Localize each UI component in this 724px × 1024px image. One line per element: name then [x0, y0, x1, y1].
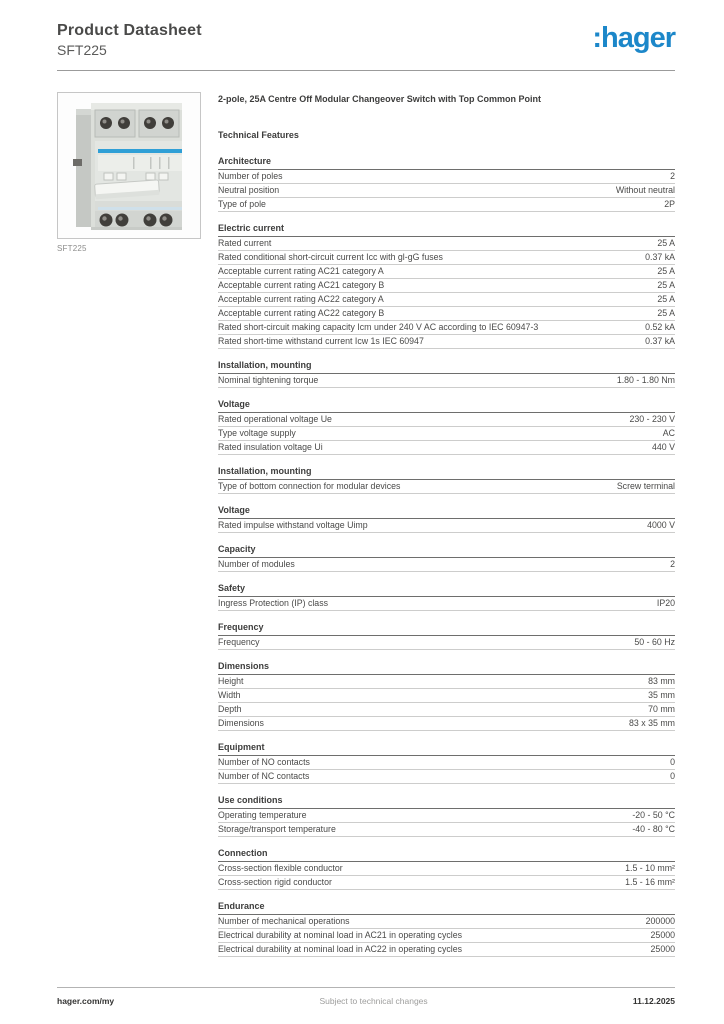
spec-value: 25000 [650, 929, 675, 940]
spec-value: 0 [670, 770, 675, 781]
spec-row [218, 519, 675, 533]
spec-section [218, 399, 675, 455]
spec-section [218, 795, 675, 837]
spec-value: -40 - 80 °C [632, 823, 675, 834]
spec-row [218, 558, 675, 572]
spec-row [218, 915, 675, 929]
spec-value: 25 A [657, 293, 675, 304]
section-title: Capacity [218, 544, 675, 558]
spec-value: -20 - 50 °C [632, 809, 675, 820]
spec-section [218, 360, 675, 388]
spec-row [218, 279, 675, 293]
spec-label: Rated impulse withstand voltage Uimp [218, 520, 368, 530]
product-image [57, 92, 201, 239]
spec-value: 440 V [652, 441, 675, 452]
spec-label: Dimensions [218, 718, 264, 728]
spec-label: Number of modules [218, 559, 295, 569]
spec-value: 230 - 230 V [629, 413, 675, 424]
spec-row [218, 293, 675, 307]
spec-row [218, 876, 675, 890]
spec-row [218, 756, 675, 770]
spec-label: Number of mechanical operations [218, 916, 350, 926]
product-photo-column [57, 92, 201, 253]
spec-row [218, 703, 675, 717]
header [57, 22, 675, 58]
spec-section [218, 622, 675, 650]
section-title: Frequency [218, 622, 675, 636]
spec-label: Neutral position [218, 185, 280, 195]
spec-value: 1.80 - 1.80 Nm [616, 374, 675, 385]
spec-row [218, 597, 675, 611]
footer-date: 11.12.2025 [632, 996, 675, 1006]
spec-label: Ingress Protection (IP) class [218, 598, 328, 608]
section-title: Voltage [218, 505, 675, 519]
spec-value: 25 A [657, 265, 675, 276]
spec-value: 50 - 60 Hz [634, 636, 675, 647]
spec-label: Rated short-circuit making capacity Icm under 240 V AC according to IEC 60947-3 [218, 322, 539, 332]
spec-row [218, 809, 675, 823]
spec-row [218, 427, 675, 441]
spec-section [218, 223, 675, 349]
section-title: Safety [218, 583, 675, 597]
spec-row [218, 689, 675, 703]
spec-value: 70 mm [648, 703, 675, 714]
spec-value: Screw terminal [616, 480, 675, 491]
spec-label: Nominal tightening torque [218, 375, 319, 385]
spec-value: 4000 V [647, 519, 675, 530]
spec-value: 25 A [657, 279, 675, 290]
product-title: 2-pole, 25A Centre Off Modular Changeover Switch with Top Common Point [218, 94, 542, 104]
spec-value: 1.5 - 10 mm² [625, 862, 675, 873]
spec-label: Number of NC contacts [218, 771, 310, 781]
section-title: Voltage [218, 399, 675, 413]
content [57, 92, 675, 957]
spec-label: Width [218, 690, 241, 700]
spec-label: Rated insulation voltage Ui [218, 442, 323, 452]
spec-section [218, 466, 675, 494]
hager-logo: :hager [592, 22, 675, 54]
spec-section [218, 583, 675, 611]
spec-section [218, 505, 675, 533]
section-title: Electric current [218, 223, 675, 237]
spec-label: Cross-section flexible conductor [218, 863, 343, 873]
spec-row [218, 717, 675, 731]
changeover-switch-illustration [58, 93, 201, 239]
spec-row [218, 321, 675, 335]
spec-row [218, 198, 675, 212]
spec-value: 25 A [657, 307, 675, 318]
spec-label: Storage/transport temperature [218, 824, 336, 834]
spec-label: Acceptable current rating AC22 category A [218, 294, 384, 304]
spec-row [218, 184, 675, 198]
spec-label: Rated operational voltage Ue [218, 414, 332, 424]
spec-value: 0 [670, 756, 675, 767]
spec-row [218, 335, 675, 349]
spec-section [218, 901, 675, 957]
section-title: Installation, mounting [218, 360, 675, 374]
section-title: Equipment [218, 742, 675, 756]
spec-section [218, 661, 675, 731]
section-title: Installation, mounting [218, 466, 675, 480]
spec-label: Acceptable current rating AC22 category B [218, 308, 385, 318]
spec-label: Rated current [218, 238, 272, 248]
spec-sections [218, 156, 675, 957]
spec-value: 1.5 - 16 mm² [625, 876, 675, 887]
spec-label: Type of bottom connection for modular devices [218, 481, 401, 491]
spec-label: Height [218, 676, 244, 686]
spec-value: IP20 [656, 597, 675, 608]
spec-label: Operating temperature [218, 810, 307, 820]
spec-label: Electrical durability at nominal load in AC22 in operating cycles [218, 944, 462, 954]
spec-value: 83 mm [648, 675, 675, 686]
spec-value: AC [662, 427, 675, 438]
spec-row [218, 170, 675, 184]
section-title: Endurance [218, 901, 675, 915]
spec-row [218, 413, 675, 427]
spec-label: Electrical durability at nominal load in AC21 in operating cycles [218, 930, 462, 940]
spec-value: 25000 [650, 943, 675, 954]
spec-value: 0.37 kA [645, 335, 675, 346]
spec-label: Number of NO contacts [218, 757, 310, 767]
spec-value: 200000 [645, 915, 675, 926]
spec-section [218, 156, 675, 212]
spec-row [218, 770, 675, 784]
section-title: Use conditions [218, 795, 675, 809]
spec-row [218, 265, 675, 279]
footer-note: Subject to technical changes [319, 996, 428, 1006]
spec-row [218, 251, 675, 265]
footer-website-link[interactable]: hager.com/my [57, 996, 115, 1006]
spec-label: Acceptable current rating AC21 category A [218, 266, 384, 276]
spec-label: Number of poles [218, 171, 283, 181]
spec-row [218, 823, 675, 837]
spec-section [218, 742, 675, 784]
spec-value: 83 x 35 mm [629, 717, 675, 728]
spec-row [218, 237, 675, 251]
spec-row [218, 307, 675, 321]
spec-column [218, 92, 675, 957]
spec-label: Rated short-time withstand current Icw 1s IEC 60947 [218, 336, 424, 346]
section-title: Connection [218, 848, 675, 862]
spec-row [218, 862, 675, 876]
spec-row [218, 374, 675, 388]
spec-value: 0.52 kA [645, 321, 675, 332]
technical-features-heading: Technical Features [218, 129, 299, 140]
spec-row [218, 480, 675, 494]
spec-label: Type of pole [218, 199, 266, 209]
spec-value: 2 [670, 170, 675, 181]
spec-label: Cross-section rigid conductor [218, 877, 332, 887]
spec-label: Rated conditional short-circuit current Icc with gl-gG fuses [218, 252, 443, 262]
spec-row [218, 675, 675, 689]
footer [57, 987, 675, 1006]
spec-label: Acceptable current rating AC21 category B [218, 280, 385, 290]
spec-label: Depth [218, 704, 242, 714]
section-title: Dimensions [218, 661, 675, 675]
product-image-caption: SFT225 [57, 244, 87, 253]
spec-section [218, 848, 675, 890]
spec-value: 35 mm [648, 689, 675, 700]
spec-value: Without neutral [615, 184, 675, 195]
product-code: SFT225 [57, 42, 107, 58]
spec-row [218, 929, 675, 943]
spec-value: 0.37 kA [645, 251, 675, 262]
spec-row [218, 636, 675, 650]
spec-label: Type voltage supply [218, 428, 296, 438]
spec-value: 2P [664, 198, 675, 209]
page-title: Product Datasheet [57, 22, 202, 39]
spec-value: 25 A [657, 237, 675, 248]
spec-section [218, 544, 675, 572]
header-divider [57, 70, 675, 71]
spec-value: 2 [670, 558, 675, 569]
spec-row [218, 441, 675, 455]
spec-label: Frequency [218, 637, 260, 647]
section-title: Architecture [218, 156, 675, 170]
spec-row [218, 943, 675, 957]
